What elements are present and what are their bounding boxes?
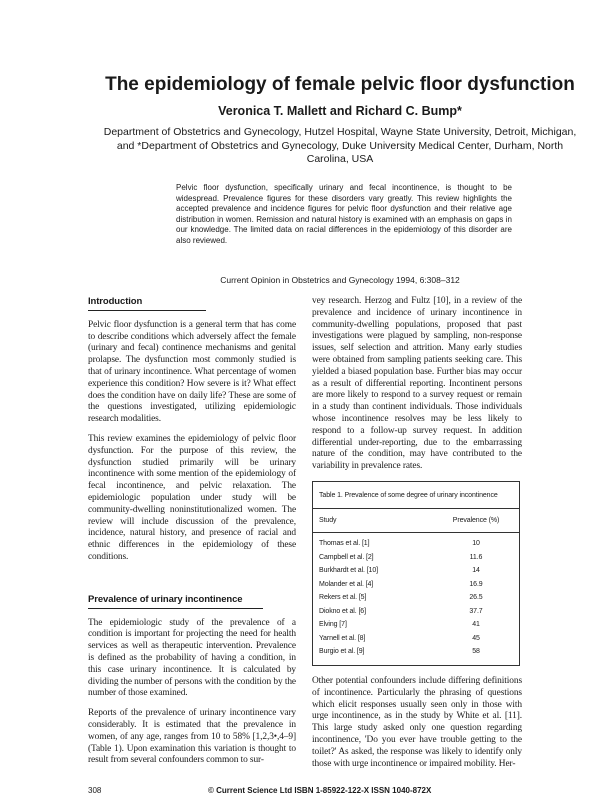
table-row xyxy=(313,551,519,565)
study-cell: Rekers et al. [5] xyxy=(319,594,367,602)
right-paragraph-1: vey research. Herzog and Fultz [10], in a review of the prevalence and incidence of urinary incontinence in community-dwelling populations, proposed that past investigations were plagued by sampling, non-response issues, self selection and attrition. Many early studies were obtained from sampling patients seeking care. This yielded a biased population base. Further bias may occur as a result of differential reporting. Incontinent persons are more likely to respond to a survey request or remain in a study than continent individuals. Those individuals whose incontinence resolves may be less likely to respond to a follow-up survey request. In addition differential under-reporting, due to the embarrassing nature of the condition, may have contributed to the variability in prevalence rates. xyxy=(312,296,522,472)
table-row xyxy=(313,646,519,660)
prevalence-cell: 41 xyxy=(472,621,480,629)
column-header-study: Study xyxy=(319,516,337,524)
table-header xyxy=(313,509,519,533)
prevalence-cell: 11.6 xyxy=(469,553,483,561)
citation: Current Opinion in Obstetrics and Gynecology 1994, 6:308–312 xyxy=(220,275,460,285)
right-paragraph-2: Other potential confounders include differing definitions of incontinence. Particularly the phrasing of questions which elicit responses usually seen only in those with urge incontinence, as in the study by White et al. [11]. This large study asked only one question regarding incontinence, 'Do you ever have trouble getting to the toilet?' As asked, the response was likely to identify only those with urge incontinence or impaired mobility. Her- xyxy=(312,676,522,769)
table-row xyxy=(313,592,519,606)
prevalence-cell: 16.9 xyxy=(469,580,483,588)
study-cell: Molander et al. [4] xyxy=(319,580,374,588)
study-cell: Campbell et al. [2] xyxy=(319,553,374,561)
study-cell: Thomas et al. [1] xyxy=(319,540,370,548)
study-cell: Elving [7] xyxy=(319,621,347,629)
columns xyxy=(88,296,522,778)
table-caption: Table 1. Prevalence of some degree of urinary incontinence xyxy=(313,482,519,509)
table-row xyxy=(313,605,519,619)
prevalence-paragraph-2: Reports of the prevalence of urinary incontinence vary considerably. It is estimated that the prevalence in women, of any age, ranges from 10 to 58% [1,2,3•,4–9] (Table 1). Upon examination this variation is thought to result from several confounders common to sur- xyxy=(88,708,296,766)
authors: Veronica T. Mallett and Richard C. Bump* xyxy=(218,104,462,118)
intro-paragraph-1: Pelvic floor dysfunction is a general term that has come to describe conditions which adversely affect the female (urinary and fecal) continence mechanisms and genital prolapse. The dysfunction most commonly studied is that of urinary incontinence. What percentage of women experience this condition? How severe is it? What effect does the condition have on daily life? These are some of the questions investigated, utilizing epidemiologic research modalities. xyxy=(88,319,296,425)
table-row xyxy=(313,578,519,592)
table-row xyxy=(313,619,519,633)
prevalence-cell: 45 xyxy=(472,634,480,642)
right-column xyxy=(312,296,522,778)
abstract: Pelvic floor dysfunction, specifically urinary and fecal incontinence, is thought to be widespread. Prevalence figures for these disorders vary greatly. This review highlights the accepted prevalence and incidence figures for pelvic floor dysfunction and their relative age distribution in women. Remission and natural history is examined with an emphasis on gaps in our knowledge. The limited data on racial differences in the epidemiology of this disorder are also reviewed. xyxy=(176,183,512,245)
copyright-line: © Current Science Ltd ISBN 1-85922-122-X ISSN 1040-872X xyxy=(208,786,432,796)
study-cell: Burgio et al. [9] xyxy=(319,648,365,656)
affiliation: Department of Obstetrics and Gynecology, Hutzel Hospital, Wayne State University, Detroit, Michigan, and *Department of Obstetrics and Gynecology, Duke University Medical Center, Durham, North Carolina, USA xyxy=(103,126,577,165)
table-row xyxy=(313,565,519,579)
prevalence-table xyxy=(312,481,520,666)
study-cell: Burkhardt et al. [10] xyxy=(319,567,378,575)
paper-title: The epidemiology of female pelvic floor dysfunction xyxy=(105,74,575,95)
page-footer xyxy=(88,778,522,795)
prevalence-cell: 58 xyxy=(472,648,480,656)
intro-paragraph-2: This review examines the epidemiology of pelvic floor dysfunction. For the purpose of this review, the dysfunction studied primarily will be urinary incontinence with some mention of the epidemiology of fecal incontinence, and pelvic relaxation. The epidemiologic population under study will be community-dwelling noninstitutionalized women. The review will include discussion of the prevalence, incidence, natural history, and presence of racial and ethnic differences in the epidemiology of these conditions. xyxy=(88,433,296,562)
prevalence-heading: Prevalence of urinary incontinence xyxy=(88,594,263,609)
table-row xyxy=(313,632,519,646)
table-row xyxy=(313,538,519,552)
article-body xyxy=(88,296,522,795)
intro-heading: Introduction xyxy=(88,296,206,311)
page-number: 308 xyxy=(88,786,102,796)
prevalence-cell: 37.7 xyxy=(469,607,483,615)
prevalence-paragraph-1: The epidemiologic study of the prevalence of a condition is important for projecting the need for health services as well as therapeutic intervention. Prevalence is defined as the probability of having a condition, in this case urinary incontinence. It is calculated by dividing the number of persons with the condition by the number of those examined. xyxy=(88,617,296,699)
left-column xyxy=(88,296,296,778)
column-header-prevalence: Prevalence (%) xyxy=(452,516,500,524)
study-cell: Diokno et al. [6] xyxy=(319,607,366,615)
prevalence-cell: 14 xyxy=(472,567,480,575)
table-body xyxy=(313,538,519,660)
prevalence-cell: 10 xyxy=(472,540,480,548)
study-cell: Yarnell et al. [8] xyxy=(319,634,366,642)
prevalence-cell: 26.5 xyxy=(469,594,483,602)
